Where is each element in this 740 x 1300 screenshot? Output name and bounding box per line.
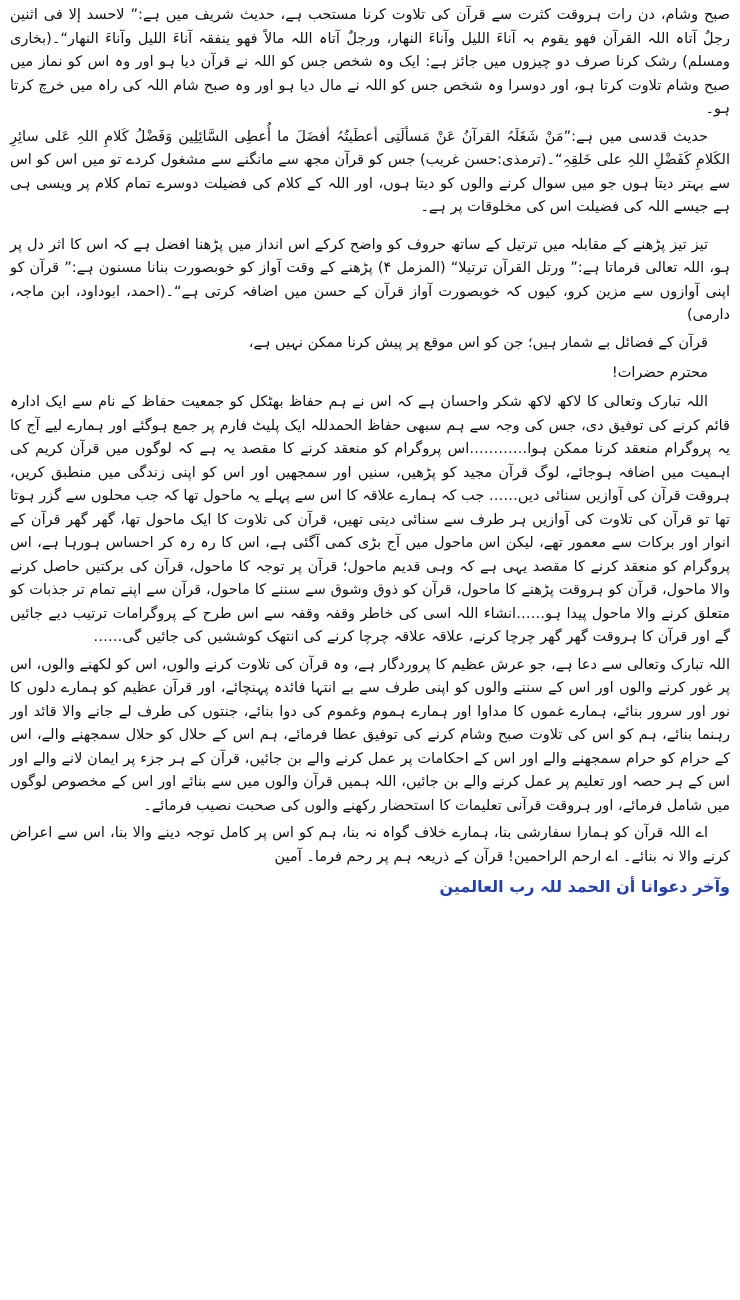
paragraph-recitation-virtue: صبح وشام، دن رات ہروقت کثرت سے قرآن کی تلاوت کرنا مستحب ہے، حدیث شریف میں ہے:” لاحسد إلا فی اثنین رجلٌ آتاہ اللہ القرآن فھو یقوم بہ آناءَ اللیل وآناءَ النھار، ورجلٌ آتاہ اللہ مالاً فھو ینفقہ آناءَ اللیل وآناءَ النھار“۔(بخاری ومسلم) رشک کرنا صرف دو چیزوں میں جائز ہے: ایک وہ شخص جس کو اللہ نے قرآن دیا ہو اور وہ اس کو نماز میں صبح وشام تلاوت کرتا ہو، اور دوسرا وہ شخص جس کو اللہ نے مال دیا ہو اور وہ صبح شام اللہ کی راہ میں خرچ کرتا ہو۔ [10, 7, 730, 117]
closing-line: وآخر دعوانا أن الحمد للہ رب العالمین [439, 877, 730, 896]
paragraph-jamiat-huffaz: اللہ تبارک وتعالی کا لاکھ لاکھ شکر واحسان ہے کہ اس نے ہم حفاظ بھٹکل کو جمعیت حفاظ کے نام سے ایک ادارہ قائم کرنے کی توفیق دی، جس کی وجہ سے ہم سبھی حفاظ الحمدللہ ایک پلیٹ فارم پر جمع ہوگئے اور ہمارے لیے آج کا یہ پروگرام منعقد کرنا ممکن ہوا…………اس پروگرام کو منعقد کرنے کا مقصد یہ ہے کہ لوگوں میں قرآن کریم کی اہمیت میں اضافہ ہوجائے، لوگ قرآن مجید کو پڑھیں، سنیں اور سمجھیں اور اس کو اپنی زندگی میں منطبق کریں، ہروقت قرآن کی آوازیں سنائی دیں…… جب کہ ہمارے علاقہ کا اس سے پہلے یہ ماحول تھا کہ جب محلوں سے گزر ہوتا تھا تو قرآن کی تلاوت کی آوازیں ہر طرف سے سنائی دیتی تھیں، قرآن کی تلاوت کا ایک ماحول تھا، گھر گھر قرآن کے انوار اور برکات سے معمور تھے، لیکن اس ماحول میں آج بڑی کمی آگئی ہے، اس کا رہ رہ کر احساس ہورہا ہے، اس پروگرام کو منعقد کرنے کا مقصد یہی ہے کہ وہی قدیم ماحول؛ قرآن پر توجہ کا ماحول، قرآن کی برکتیں حاصل کرنے والا ماحول، قرآن کو ہروقت پڑھنے کا ماحول، قرآن کو ذوق وشوق سے سننے کا ماحول، قرآن سے اپنے تمام تر جذبات کو متعلق کرنے والا ماحول پیدا ہو……انشاء اللہ اسی کی خاطر وقفہ وقفہ سے اس طرح کے پروگرامات ترتیب دیے جائیں گے اور قرآن کا ہروقت گھر گھر چرچا کرنے، علاقہ علاقہ چرچا کرنے کی انتھک کوششیں کی جائیں گی…… [10, 394, 730, 645]
paragraph-final-dua: اے اللہ قرآن کو ہمارا سفارشی بنا، ہمارے خلاف گواہ نہ بنا، ہم کو اس پر کامل توجہ دینے والا بنا، اس سے اعراض کرنے والا نہ بنائے۔ اے ارحم الراحمین! قرآن کے ذریعہ ہم پر رحم فرما۔ آمین [10, 825, 730, 865]
paragraph-hadith-qudsi: حدیث قدسی میں ہے:”مَنْ شَغَلَہُ القرآنُ عَنْ مَسألَتِی أعطَیتُہُ أفضَلَ ما أُعطِی السَّائِلِین وَفَضْلُ کَلامِ اللہِ عَلی سائِرِ الکَلامِ کَفَضْلِ اللہِ علی خَلقِہِ“۔(ترمذی:حسن غریب) جس کو قرآن مجھ سے مانگنے سے مشغول کردے تو میں اس کو اس سے بہتر دیتا ہوں جو میں سوال کرنے والوں کو دیتا ہوں، اور اللہ کے کلام کی فضیلت دوسرے تمام کلام پر ویسی ہی ہے جیسے اللہ کی فضیلت اس کی مخلوقات پر ہے۔ [10, 128, 730, 215]
paragraph-dua: اللہ تبارک وتعالی سے دعا ہے، جو عرش عظیم کا پروردگار ہے، وہ قرآن کی تلاوت کرنے والوں، اس کو لکھنے والوں، اس پر غور کرنے والوں اور اس کے سننے والوں کو اپنی طرف سے بے انتہا فائدہ پہنچائے، اور قرآن عظیم کو ہمارے دلوں کا نور اور سرور بنائے، ہمارے غموں کا مداوا اور ہمارے ہموم وغموم کی دوا بنائے، جنتوں کی طرف لے جانے والا قائد اور رہنما بنائے، ہم کو اس کی تلاوت صبح وشام کرنے کی توفیق عطا فرمائے، ہم اس کے حلال کو حلال سمجھنے والے، اس کے حرام کو حرام سمجھنے والے اور اس کے احکامات پر عمل کرنے والے بن جائیں، قرآن کے ہر جزء پر ایمان لانے والے اور اس کے ہر حصہ اور تعلیم پر عمل کرنے والے بن جائیں، اللہ ہمیں قرآن والوں میں سے بنائے اور اس کے مخصوص لوگوں میں شامل فرمائے، اور ہروقت قرآنی تعلیمات کا استحضار رکھنے والوں کی صحبت نصیب فرمائے۔ [10, 656, 730, 814]
paragraph-tarteel: تیز تیز پڑھنے کے مقابلہ میں ترتیل کے ساتھ حروف کو واضح کرکے اس انداز میں پڑھنا افضل ہے کہ اس کا اثر دل پر ہو، اللہ تعالی فرماتا ہے:” ورتل القرآن ترتیلا“ (المزمل ۴) پڑھنے کے وقت آواز کو خوبصورت بنانا مسنون ہے:” قرآن کو اپنی آوازوں سے مزین کرو، کیوں کہ خوبصورت آواز قرآن کے حسن میں اضافہ کرتی ہے“۔(احمد، ابوداود، ابن ماجہ، دارمی) [10, 236, 730, 323]
paragraph-virtues-countless: قرآن کے فضائل بے شمار ہیں؛ جن کو اس موقع پر پیش کرنا ممکن نہیں ہے، [248, 334, 708, 351]
salutation-heading: محترم حضرات! [611, 365, 708, 381]
